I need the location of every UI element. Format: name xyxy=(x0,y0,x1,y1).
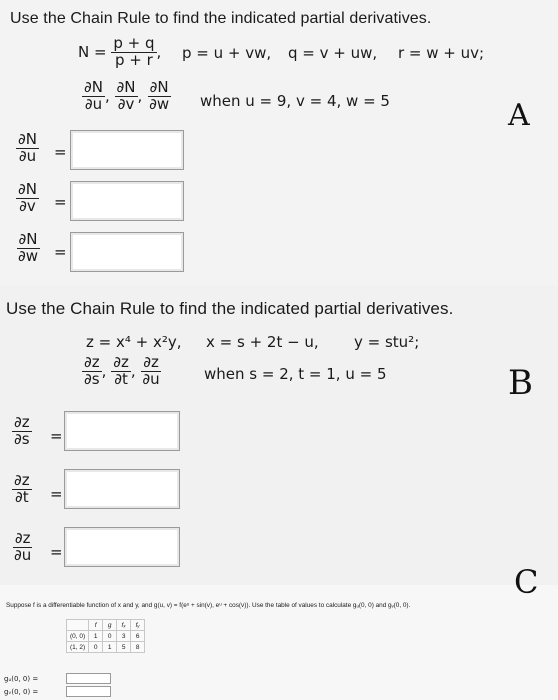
n-definition: N = $\frac{p + q}{p + r}$ , xyxy=(78,34,162,69)
table-row xyxy=(67,631,145,642)
answer-label-dn-dv: $\frac{\partial N}{\partial v}$ xyxy=(18,180,37,215)
answer-label-dz-ds: $\frac{\partial z}{\partial s}$ xyxy=(14,413,30,448)
answer-input-gu[interactable] xyxy=(66,673,111,684)
table-cell: 8 xyxy=(131,642,145,653)
table-header-row xyxy=(67,620,145,631)
p-definition: p = u + vw, xyxy=(182,44,272,62)
table-row xyxy=(67,642,145,653)
n-numerator: p + q xyxy=(113,34,155,52)
table-header: fᵧ xyxy=(131,620,145,631)
r-definition: r = w + uv; xyxy=(398,44,485,62)
condition-a: when u = 9, v = 4, w = 5 xyxy=(200,92,390,110)
answer-label-gu: gᵤ(0, 0) = xyxy=(4,675,39,683)
table-header: g xyxy=(103,620,117,631)
answer-input-dz-ds[interactable] xyxy=(64,411,180,451)
table-cell: 6 xyxy=(131,631,145,642)
answer-input-dn-dv[interactable] xyxy=(70,181,184,221)
problem-c-prompt: Suppose f is a differentiable function of x and y, and g(u, v) = f(eᵘ + sin(v), eᵘ + cos(v)). Use the table of values to calculate gᵤ(0, 0) and gᵥ(0, 0). xyxy=(6,602,411,609)
handwritten-label-b: B xyxy=(508,363,533,403)
table-cell: 0 xyxy=(103,631,117,642)
target-derivatives: $\frac{\partial N}{\partial u}$ , $\frac{\partial N}{\partial v}$ , $\frac{\partial N}{\partial w}$ xyxy=(84,78,170,113)
table-header: f xyxy=(89,620,103,631)
problem-a-heading: Use the Chain Rule to find the indicated partial derivatives. xyxy=(10,10,432,27)
problem-b-panel xyxy=(0,285,558,585)
problem-b-heading: Use the Chain Rule to find the indicated partial derivatives. xyxy=(6,299,454,318)
table-header: fₓ xyxy=(117,620,131,631)
answer-input-dz-du[interactable] xyxy=(64,527,180,567)
condition-b: when s = 2, t = 1, u = 5 xyxy=(204,365,387,383)
answer-input-dn-du[interactable] xyxy=(70,130,184,170)
target-derivatives-b: $\frac{\partial z}{\partial s}$ , $\frac{\partial z}{\partial t}$ , $\frac{\partial z}{\partial u}$ xyxy=(84,353,160,388)
equals-sign: = xyxy=(50,427,63,445)
answer-label-dn-dw: $\frac{\partial N}{\partial w}$ xyxy=(18,230,39,265)
handwritten-label-a: A xyxy=(508,98,530,133)
equals-sign: = xyxy=(54,243,67,261)
n-denominator: p + r xyxy=(115,50,153,69)
table-cell: (1, 2) xyxy=(67,642,89,653)
equals-sign: = xyxy=(54,193,67,211)
table-header xyxy=(67,620,89,631)
answer-input-gv[interactable] xyxy=(66,686,111,697)
table-cell: 0 xyxy=(89,642,103,653)
answer-label-gv: gᵥ(0, 0) = xyxy=(4,688,39,696)
table-cell: 5 xyxy=(117,642,131,653)
equals-sign: = xyxy=(50,543,63,561)
table-cell: 1 xyxy=(103,642,117,653)
z-definition: z = x⁴ + x²y, xyxy=(86,333,182,351)
answer-label-dz-du: $\frac{\partial z}{\partial u}$ xyxy=(14,529,32,564)
answer-input-dn-dw[interactable] xyxy=(70,232,184,272)
x-definition: x = s + 2t − u, xyxy=(206,333,319,351)
problem-a-panel xyxy=(0,0,558,285)
values-table xyxy=(66,619,145,653)
table-cell: 3 xyxy=(117,631,131,642)
answer-label-dz-dt: $\frac{\partial z}{\partial t}$ xyxy=(14,471,30,506)
problem-c-panel xyxy=(0,563,558,700)
equals-sign: = xyxy=(50,485,63,503)
handwritten-label-c: C xyxy=(514,563,539,601)
equals-sign: = xyxy=(54,143,67,161)
answer-label-dn-du: $\frac{\partial N}{\partial u}$ xyxy=(18,130,37,165)
table-cell: (0, 0) xyxy=(67,631,89,642)
table-cell: 1 xyxy=(89,631,103,642)
q-definition: q = v + uw, xyxy=(288,44,378,62)
y-definition: y = stu²; xyxy=(354,333,420,351)
answer-input-dz-dt[interactable] xyxy=(64,469,180,509)
